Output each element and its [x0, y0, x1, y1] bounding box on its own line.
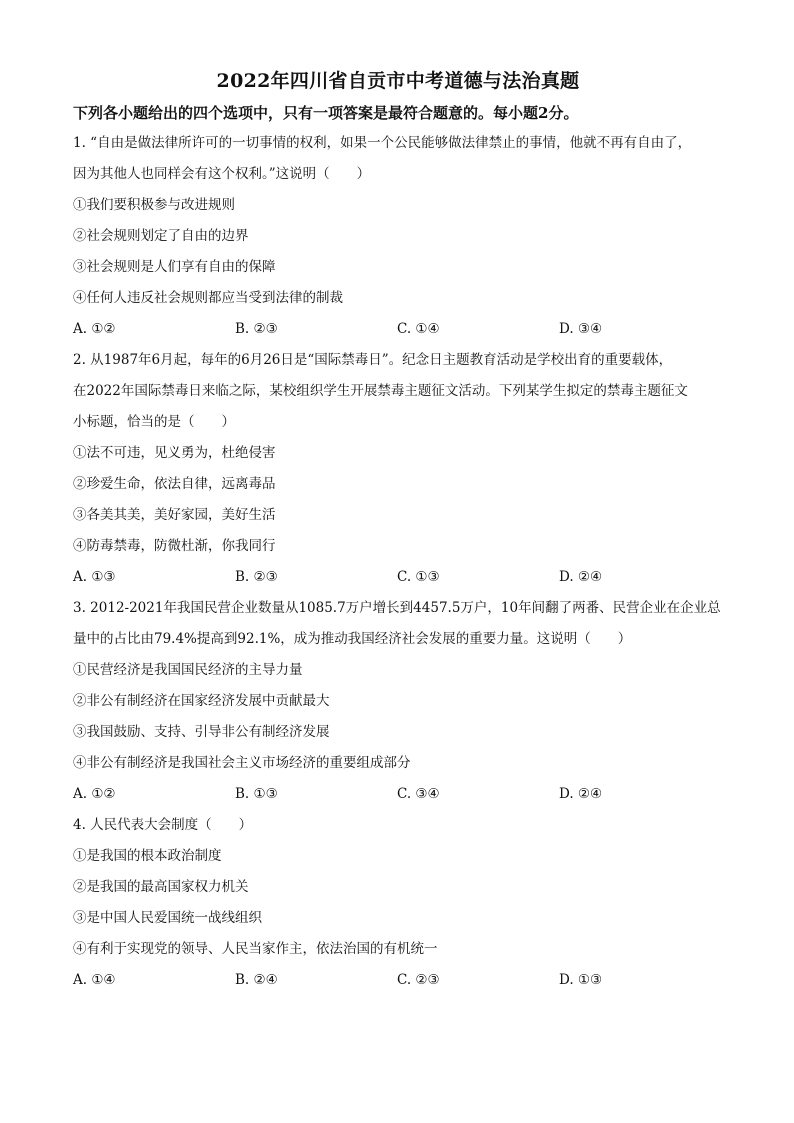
choice-b: B. ②③ [235, 569, 278, 585]
exam-page [73, 66, 723, 996]
question-option: ①法不可违，见义勇为，杜绝侵害 [73, 445, 276, 461]
choice-a: A. ①③ [73, 569, 116, 585]
answer-choices [73, 562, 723, 593]
question-option: ②社会规则划定了自由的边界 [73, 228, 249, 244]
question-2 [73, 345, 723, 593]
question-option: ③各美其美，美好家园，美好生活 [73, 507, 276, 523]
question-stem-line: 小标题，恰当的是（ ） [73, 414, 235, 430]
question-stem-line: 2. 从1987年6月起，每年的6月26日是“国际禁毒日”。纪念日主题教育活动是学校出育的重要载体， [73, 352, 673, 368]
question-option: ③是中国人民爱国统一战线组织 [73, 910, 262, 926]
answer-choices [73, 779, 723, 810]
choice-b: B. ②③ [235, 321, 278, 337]
choice-c: C. ①③ [397, 569, 440, 585]
choice-c: C. ②③ [397, 972, 440, 988]
question-option: ②非公有制经济在国家经济发展中贡献最大 [73, 693, 330, 709]
answer-choices [73, 965, 723, 996]
question-option: ④有利于实现党的领导、人民当家作主，依法治国的有机统一 [73, 941, 438, 957]
choice-a: A. ①④ [73, 972, 116, 988]
question-option: ③社会规则是人们享有自由的保障 [73, 259, 276, 275]
answer-choices [73, 314, 723, 345]
question-stem-line: 量中的占比由79.4%提高到92.1%，成为推动我国经济社会发展的重要力量。这说明（ ） [73, 631, 632, 647]
question-option: ②是我国的最高国家权力机关 [73, 879, 249, 895]
question-option: ④非公有制经济是我国社会主义市场经济的重要组成部分 [73, 755, 411, 771]
choice-a: A. ①② [73, 321, 116, 337]
question-stem-line: 因为其他人也同样会有这个权利。”这说明（ ） [73, 166, 371, 182]
question-option: ①是我国的根本政治制度 [73, 848, 222, 864]
choice-b: B. ①③ [235, 786, 278, 802]
question-3 [73, 593, 723, 810]
question-option: ①民营经济是我国国民经济的主导力量 [73, 662, 303, 678]
question-option: ④防毒禁毒，防微杜渐，你我同行 [73, 538, 276, 554]
question-stem-line: 在2022年国际禁毒日来临之际，某校组织学生开展禁毒主题征文活动。下列某学生拟定的禁毒主题征文 [73, 383, 688, 399]
section-instruction: 下列各小题给出的四个选项中，只有一项答案是最符合题意的。每小题2分。 [73, 104, 579, 122]
choice-d: D. ②④ [559, 569, 603, 585]
choice-d: D. ③④ [559, 321, 603, 337]
question-option: ③我国鼓励、支持、引导非公有制经济发展 [73, 724, 330, 740]
question-stem-line: 4. 人民代表大会制度（ ） [73, 817, 253, 833]
question-1 [73, 128, 723, 345]
question-option: ④任何人违反社会规则都应当受到法律的制裁 [73, 290, 343, 306]
choice-d: D. ②④ [559, 786, 603, 802]
question-option: ①我们要积极参与改进规则 [73, 197, 235, 213]
question-stem-line: 1. “自由是做法律所许可的一切事情的权利，如果一个公民能够做法律禁止的事情，他就不再有自由了， [73, 135, 692, 151]
page-title: 2022年四川省自贡市中考道德与法治真题 [216, 70, 580, 92]
choice-a: A. ①② [73, 786, 116, 802]
question-4 [73, 810, 723, 996]
choice-c: C. ③④ [397, 786, 440, 802]
choice-b: B. ②④ [235, 972, 278, 988]
choice-c: C. ①④ [397, 321, 440, 337]
choice-d: D. ①③ [559, 972, 603, 988]
question-option: ②珍爱生命，依法自律，远离毒品 [73, 476, 276, 492]
question-stem-line: 3. 2012-2021年我国民营企业数量从1085.7万户增长到4457.5万户，10年间翻了两番、民营企业在企业总 [73, 600, 721, 616]
